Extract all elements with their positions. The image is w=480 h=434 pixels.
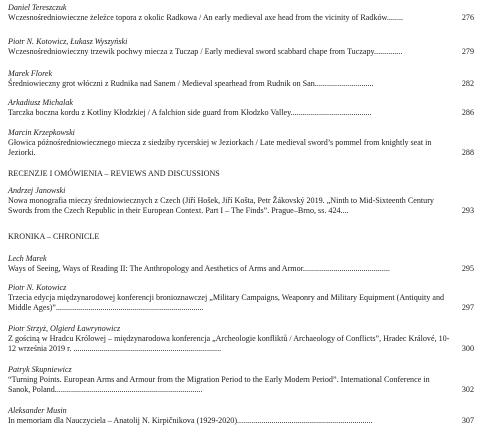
toc-entry-michalak xyxy=(8,98,474,118)
entry-title: In memoriam dla Nauczyciela – Anatolij N. Kirpičnikova (1929-2020)................................................................... xyxy=(8,416,373,426)
entry-author: Andrzej Janowski xyxy=(8,186,66,195)
entry-page-number: 295 xyxy=(461,264,474,274)
section-heading-reviews: RECENZJE I OMÓWIENIA – REVIEWS AND DISCUSSIONS xyxy=(8,169,220,178)
toc-entry-marek xyxy=(8,254,474,274)
toc-entry-tereszczuk xyxy=(8,3,474,23)
entry-page-number: 302 xyxy=(461,385,474,395)
entry-author: Aleksander Musin xyxy=(8,406,67,415)
toc-entry-florek xyxy=(8,69,474,89)
toc-entry-skupniewicz xyxy=(8,365,474,396)
entry-page-number: 307 xyxy=(461,416,474,426)
toc-entry-strzyz-lawrynowicz xyxy=(8,324,474,355)
entry-author: Marek Florek xyxy=(8,69,53,78)
entry-title: Nowa monografia mieczy średniowiecznych z Czech (Jiří Hošek, Jiří Košta, Petr Žákovský 2019. „Ninth to Mid-Sixteenth Century Swords from the Czech Republic in their European Context. Part I – The Finds”. Prague–Brno, ss. 424.... xyxy=(8,196,434,216)
section-heading-chronicle: KRONIKA – CHRONICLE xyxy=(8,232,100,241)
entry-author: Arkadiusz Michalak xyxy=(8,98,73,107)
entry-title: “Turning Points. European Arms and Armour from the Migration Period to the Early Modern Period”. International Conference in Sanok, Poland......................................................................... xyxy=(8,375,430,395)
entry-author: Daniel Tereszczuk xyxy=(8,3,67,12)
entry-author: Lech Marek xyxy=(8,254,47,263)
entry-author: Piotr N. Kotowicz, Łukasz Wyszyński xyxy=(8,37,128,46)
entry-page-number: 276 xyxy=(461,13,474,23)
entry-title: Wczesnośredniowieczne żeleźce topora z okolic Radkowa / An early medieval axe head from the vicinity of Radków........ xyxy=(8,13,404,23)
toc-entry-kotowicz xyxy=(8,283,474,314)
entry-page-number: 282 xyxy=(461,79,474,89)
entry-title: Wczesnośredniowieczny trzewik pochwy miecza z Tuczap / Early medieval sword scabbard chape from Tuczapy.............. xyxy=(8,47,403,57)
entry-title: Tarczka boczna kordu z Kotliny Kłodzkiej / A falchion side guard from Kłodzko Valley........................................ xyxy=(8,108,372,118)
entry-title: Trzecia edycja międzynarodowej konferencji bronioznawczej „Military Campaigns, Weaponry and Military Equipment (Antiquity and Middle Ages)”......................................................................... xyxy=(8,293,445,313)
entry-author: Piotr Strzyż, Olgierd Ławrynowicz xyxy=(8,324,121,333)
entry-title: Średniowieczny grot włóczni z Rudnika nad Sanem / Medieval spearhead from Rudnik on San............................. xyxy=(8,79,374,89)
entry-page-number: 297 xyxy=(461,303,474,313)
toc-entry-krzepkowski xyxy=(8,128,474,159)
toc-entry-kotowicz-wyszynski xyxy=(8,37,474,57)
entry-title: Ways of Seeing, Ways of Reading II: The Anthropology and Aesthetics of Arms and Armor........................................... xyxy=(8,264,390,274)
entry-author: Marcin Krzepkowski xyxy=(8,128,75,137)
entry-title: Głowica późnośredniowiecznego miecza z siedziby rycerskiej w Jeziorkach / Late medieval sword’s pommel from knightly seat in Jeziorki. xyxy=(8,138,432,158)
entry-page-number: 279 xyxy=(461,47,474,57)
toc-entry-janowski xyxy=(8,186,474,217)
entry-page-number: 286 xyxy=(461,108,474,118)
entry-author: Patryk Skupniewicz xyxy=(8,365,72,374)
entry-title: Z gościną w Hradcu Królowej – międzynarodowa konferencja „Archeologie konfliktů / Archaeology of Conflicts”, Hradec Králové, 10-12 września 2019 r. ......................................................................... xyxy=(8,334,450,354)
toc-entry-musin xyxy=(8,406,474,426)
entry-page-number: 288 xyxy=(461,148,474,158)
entry-page-number: 300 xyxy=(461,344,474,354)
entry-page-number: 293 xyxy=(461,206,474,216)
entry-author: Piotr N. Kotowicz xyxy=(8,283,67,292)
